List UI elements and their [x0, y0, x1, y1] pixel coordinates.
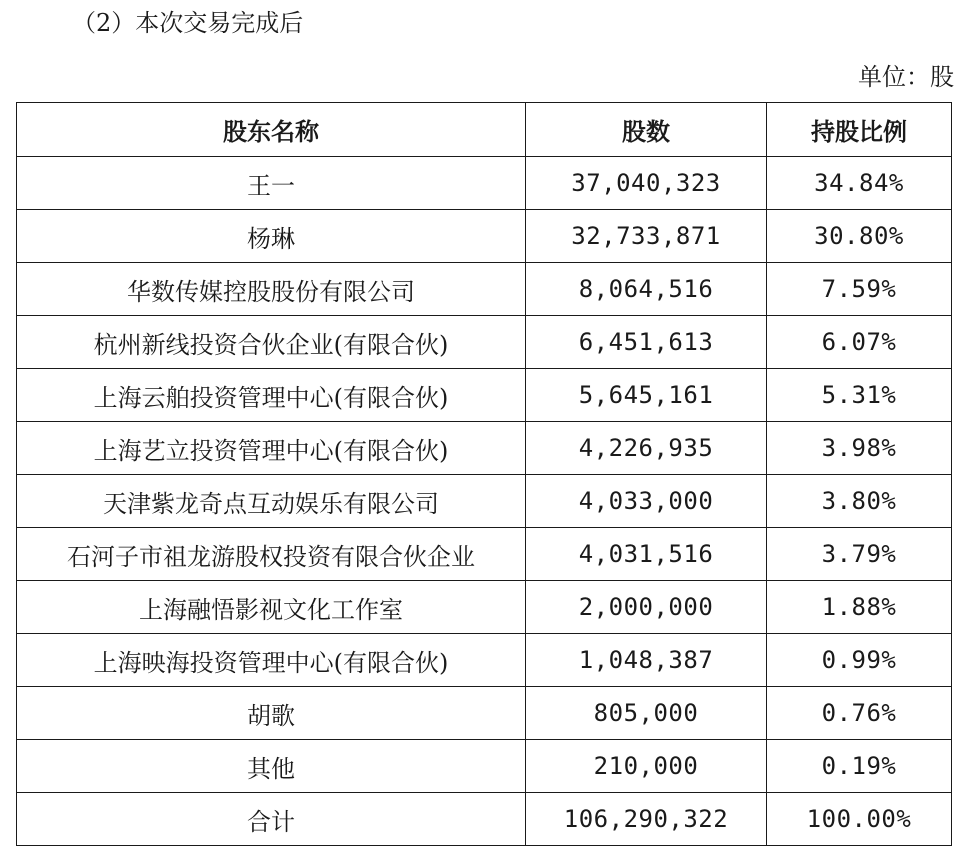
- share-count-cell: 6,451,613: [526, 316, 767, 369]
- holding-ratio-cell: 0.19%: [767, 740, 952, 793]
- shareholder-name-cell: 天津紫龙奇点互动娱乐有限公司: [17, 475, 526, 528]
- shareholder-name-cell: 杨琳: [17, 210, 526, 263]
- share-count-cell: 32,733,871: [526, 210, 767, 263]
- header-share-count: 股数: [526, 103, 767, 157]
- holding-ratio-cell: 30.80%: [767, 210, 952, 263]
- shareholder-name-cell: 上海映海投资管理中心(有限合伙): [17, 634, 526, 687]
- total-label-cell: 合计: [17, 793, 526, 846]
- table-row: [17, 263, 952, 316]
- shareholder-name-cell: 其他: [17, 740, 526, 793]
- share-count-cell: 210,000: [526, 740, 767, 793]
- table-header: [17, 103, 952, 157]
- share-count-cell: 805,000: [526, 687, 767, 740]
- table-row: [17, 210, 952, 263]
- table-row: [17, 157, 952, 210]
- shareholder-name-cell: 上海融悟影视文化工作室: [17, 581, 526, 634]
- shareholder-name-cell: 石河子市祖龙游股权投资有限合伙企业: [17, 528, 526, 581]
- shareholding-table: [16, 102, 952, 846]
- holding-ratio-cell: 6.07%: [767, 316, 952, 369]
- shareholder-name-cell: 上海艺立投资管理中心(有限合伙): [17, 422, 526, 475]
- share-count-cell: 5,645,161: [526, 369, 767, 422]
- total-row: [17, 793, 952, 846]
- table-row: [17, 316, 952, 369]
- shareholder-name-cell: 王一: [17, 157, 526, 210]
- total-share-count-cell: 106,290,322: [526, 793, 767, 846]
- table-row: [17, 528, 952, 581]
- unit-label: 单位：股: [858, 63, 954, 91]
- table-row: [17, 581, 952, 634]
- table-row: [17, 422, 952, 475]
- share-count-cell: 1,048,387: [526, 634, 767, 687]
- table-row: [17, 369, 952, 422]
- table-body: [17, 157, 952, 846]
- holding-ratio-cell: 0.99%: [767, 634, 952, 687]
- holding-ratio-cell: 34.84%: [767, 157, 952, 210]
- table-row: [17, 687, 952, 740]
- holding-ratio-cell: 3.79%: [767, 528, 952, 581]
- table-row: [17, 475, 952, 528]
- holding-ratio-cell: 7.59%: [767, 263, 952, 316]
- section-heading: （2）本次交易完成后: [72, 9, 304, 37]
- holding-ratio-cell: 3.80%: [767, 475, 952, 528]
- share-count-cell: 4,226,935: [526, 422, 767, 475]
- total-holding-ratio-cell: 100.00%: [767, 793, 952, 846]
- table-row: [17, 634, 952, 687]
- shareholder-name-cell: 上海云舶投资管理中心(有限合伙): [17, 369, 526, 422]
- table-row: [17, 740, 952, 793]
- shareholder-name-cell: 胡歌: [17, 687, 526, 740]
- holding-ratio-cell: 3.98%: [767, 422, 952, 475]
- header-row: [17, 103, 952, 157]
- share-count-cell: 4,033,000: [526, 475, 767, 528]
- share-count-cell: 37,040,323: [526, 157, 767, 210]
- holding-ratio-cell: 5.31%: [767, 369, 952, 422]
- holding-ratio-cell: 1.88%: [767, 581, 952, 634]
- header-shareholder-name: 股东名称: [17, 103, 526, 157]
- share-count-cell: 4,031,516: [526, 528, 767, 581]
- share-count-cell: 2,000,000: [526, 581, 767, 634]
- share-count-cell: 8,064,516: [526, 263, 767, 316]
- shareholder-name-cell: 杭州新线投资合伙企业(有限合伙): [17, 316, 526, 369]
- holding-ratio-cell: 0.76%: [767, 687, 952, 740]
- shareholder-name-cell: 华数传媒控股股份有限公司: [17, 263, 526, 316]
- header-holding-ratio: 持股比例: [767, 103, 952, 157]
